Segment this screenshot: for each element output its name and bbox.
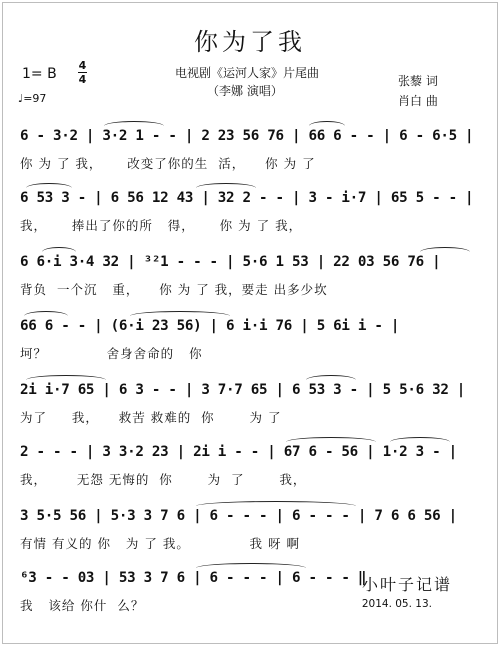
song-title: 你为了我	[194, 28, 306, 56]
singer-credit: （李娜 演唱）	[207, 84, 283, 98]
time-signature-bottom: 4	[78, 73, 87, 86]
slur-mark	[26, 183, 72, 193]
notation-line-6: 2 - - - | 3 3·2 23 | 2i i - - | 67 6 - 56 | 1·2 3 - |	[20, 444, 457, 460]
notation-line-7: 3 5·5 56 | 5·3 3 7 6 | 6 - - - | 6 - - - | 7 6 6 56 |	[20, 508, 457, 524]
tie-mark	[196, 501, 356, 511]
slur-mark	[130, 311, 230, 321]
notation-line-5: 2i i·7 65 | 6 3 - - | 3 7·7 65 | 6 53 3 - | 5 5·6 32 |	[20, 382, 466, 398]
slur-mark	[26, 375, 106, 385]
lyric-line-6: 我， 无怨 无悔的 你 为 了 我，	[20, 472, 307, 487]
slur-mark	[196, 183, 256, 193]
tempo-marking: ♩=97	[18, 92, 47, 105]
lyric-line-3: 背负 一个沉 重， 你 为 了 我，要走 出多少坎	[20, 282, 328, 297]
tie-mark	[196, 563, 306, 573]
transcription-date: 2014. 05. 13.	[361, 598, 432, 610]
slur-mark	[42, 247, 76, 257]
notation-line-3: 6 6·i 3·4 32 | ³²1 - - - | 5·6 1 53 | 22 03 56 76 |	[20, 254, 441, 270]
slur-mark	[306, 375, 356, 385]
lyric-line-2: 我， 捧出了你的所 得， 你 为 了 我，	[20, 218, 303, 233]
slur-mark	[24, 311, 68, 321]
composer-credit: 肖白 曲	[398, 94, 438, 108]
lyric-line-4: 坷？ 舍身舍命的 你	[20, 346, 203, 361]
slur-mark	[420, 247, 470, 257]
time-signature-top: 4	[78, 59, 87, 72]
lyric-line-7: 有情 有义的 你 为 了 我。 我 呀 啊	[20, 536, 300, 551]
notation-line-1: 6 - 3·2 | 3·2 1 - - | 2 23 56 76 | 66 6 - - | 6 - 6·5 |	[20, 128, 474, 144]
slur-mark	[104, 121, 164, 131]
slur-mark	[390, 437, 450, 447]
key-signature: 1= B	[22, 66, 57, 82]
lyricist-credit: 张藜 词	[398, 74, 438, 88]
lyric-line-8: 我 该给 你什 么？	[20, 598, 145, 613]
notation-line-4: 66 6 - - | (6·i 23 56) | 6 i·i 76 | 5 6i i - |	[20, 318, 400, 334]
time-signature	[78, 60, 87, 85]
lyric-line-1: 你 为 了 我， 改变了你的生 活， 你 为 了	[20, 156, 316, 171]
slur-mark	[309, 121, 345, 131]
lyric-line-5: 为了 我， 救苦 救难的 你 为 了	[20, 410, 282, 425]
notation-line-8: ⁶3 - - 03 | 53 3 7 6 | 6 - - - | 6 - - - ‖	[20, 570, 367, 586]
slur-mark	[286, 437, 376, 447]
notation-line-2: 6 53 3 - | 6 56 12 43 | 32 2 - - | 3 - i·7 | 65 5 - - |	[20, 190, 474, 206]
song-subtitle: 电视剧《运河人家》片尾曲	[175, 66, 320, 80]
transcriber-signature: 小叶子记谱	[361, 575, 452, 594]
